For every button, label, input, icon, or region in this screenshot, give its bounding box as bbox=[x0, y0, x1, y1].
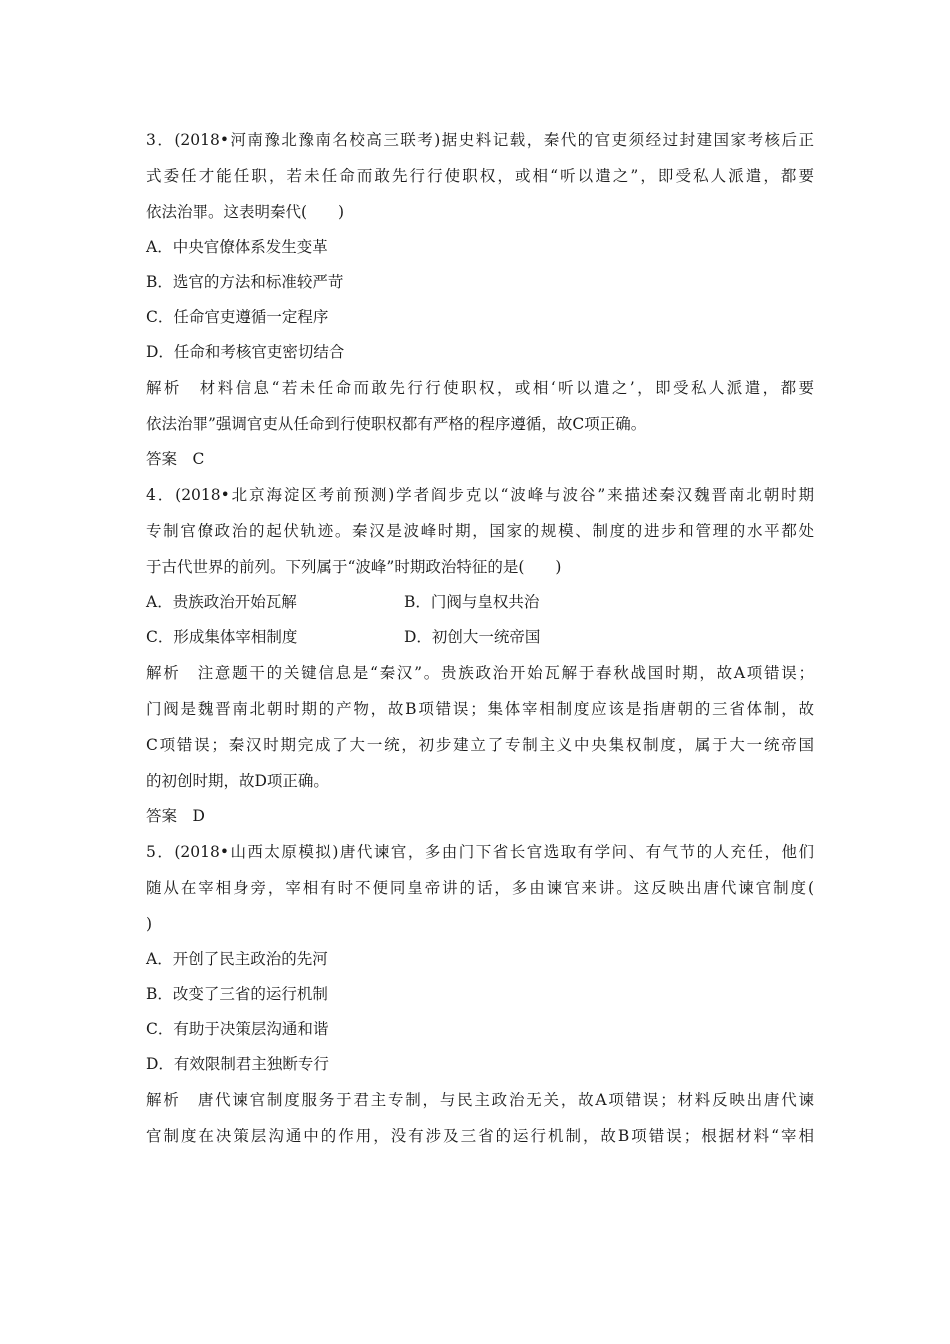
document-content bbox=[146, 122, 814, 1154]
analysis-line: 门阀是魏晋南北朝时期的产物，故B项错误；集体宰相制度应该是指唐朝的三省体制，故 bbox=[146, 700, 814, 718]
question-stem-line: 于古代世界的前列。下列属于“波峰”时期政治特征的是( ) bbox=[146, 558, 562, 576]
question-stem-line: 4．(2018•北京海淀区考前预测)学者阎步克以“波峰与波谷”来描述秦汉魏晋南北朝时期 bbox=[146, 486, 814, 504]
question-stem-line: 5．(2018•山西太原模拟)唐代谏官，多由门下省长官选取有学问、有气节的人充任，他们 bbox=[146, 843, 814, 861]
analysis-line: 的初创时期，故D项正确。 bbox=[146, 772, 329, 790]
option-d: D．初创大一统帝国 bbox=[404, 628, 541, 646]
analysis-line: 解析 注意题干的关键信息是“秦汉”。贵族政治开始瓦解于春秋战国时期，故A项错误； bbox=[146, 664, 814, 682]
analysis-line: 官制度在决策层沟通中的作用，没有涉及三省的运行机制，故B项错误；根据材料“宰相 bbox=[146, 1127, 814, 1145]
question-4 bbox=[146, 477, 814, 834]
question-stem-line: 式委任才能任职，若未任命而敢先行行使职权，或相“听以遣之”，即受私人派遣，都要 bbox=[146, 167, 814, 185]
option-c: C．形成集体宰相制度 bbox=[146, 628, 298, 646]
analysis-line: 解析 唐代谏官制度服务于君主专制，与民主政治无关，故A项错误；材料反映出唐代谏 bbox=[146, 1091, 814, 1109]
question-stem-line: 随从在宰相身旁，宰相有时不便同皇帝讲的话，多由谏官来讲。这反映出唐代谏官制度( bbox=[146, 879, 814, 897]
option-a: A．贵族政治开始瓦解 bbox=[146, 593, 297, 611]
question-5 bbox=[146, 834, 814, 1154]
option-row bbox=[146, 620, 814, 655]
analysis-line: 依法治罪”强调官吏从任命到行使职权都有严格的程序遵循，故C项正确。 bbox=[146, 415, 647, 433]
option-c: C．任命官吏遵循一定程序 bbox=[146, 308, 329, 326]
option-d: D．有效限制君主独断专行 bbox=[146, 1055, 329, 1073]
option-a: A．中央官僚体系发生变革 bbox=[146, 238, 328, 256]
analysis-line: 解析 材料信息“若未任命而敢先行行使职权，或相‘听以遣之’，即受私人派遣，都要 bbox=[146, 379, 814, 397]
option-b: B．选官的方法和标准较严苛 bbox=[146, 273, 344, 291]
answer: 答案 D bbox=[146, 807, 205, 825]
analysis-line: C项错误；秦汉时期完成了大一统，初步建立了专制主义中央集权制度，属于大一统帝国 bbox=[146, 736, 814, 754]
question-3 bbox=[146, 122, 814, 477]
option-a: A．开创了民主政治的先河 bbox=[146, 950, 328, 968]
question-stem-line: 3．(2018•河南豫北豫南名校高三联考)据史料记载，秦代的官吏须经过封建国家考核后正 bbox=[146, 131, 814, 149]
answer: 答案 C bbox=[146, 450, 205, 468]
option-d: D．任命和考核官吏密切结合 bbox=[146, 343, 345, 361]
option-row bbox=[146, 585, 814, 620]
question-stem-line: 依法治罪。这表明秦代( ) bbox=[146, 203, 345, 221]
question-stem-line: ) bbox=[146, 915, 153, 933]
option-b: B．门阀与皇权共治 bbox=[404, 593, 540, 611]
option-c: C．有助于决策层沟通和谐 bbox=[146, 1020, 329, 1038]
option-b: B．改变了三省的运行机制 bbox=[146, 985, 328, 1003]
question-stem-line: 专制官僚政治的起伏轨迹。秦汉是波峰时期，国家的规模、制度的进步和管理的水平都处 bbox=[146, 522, 814, 540]
